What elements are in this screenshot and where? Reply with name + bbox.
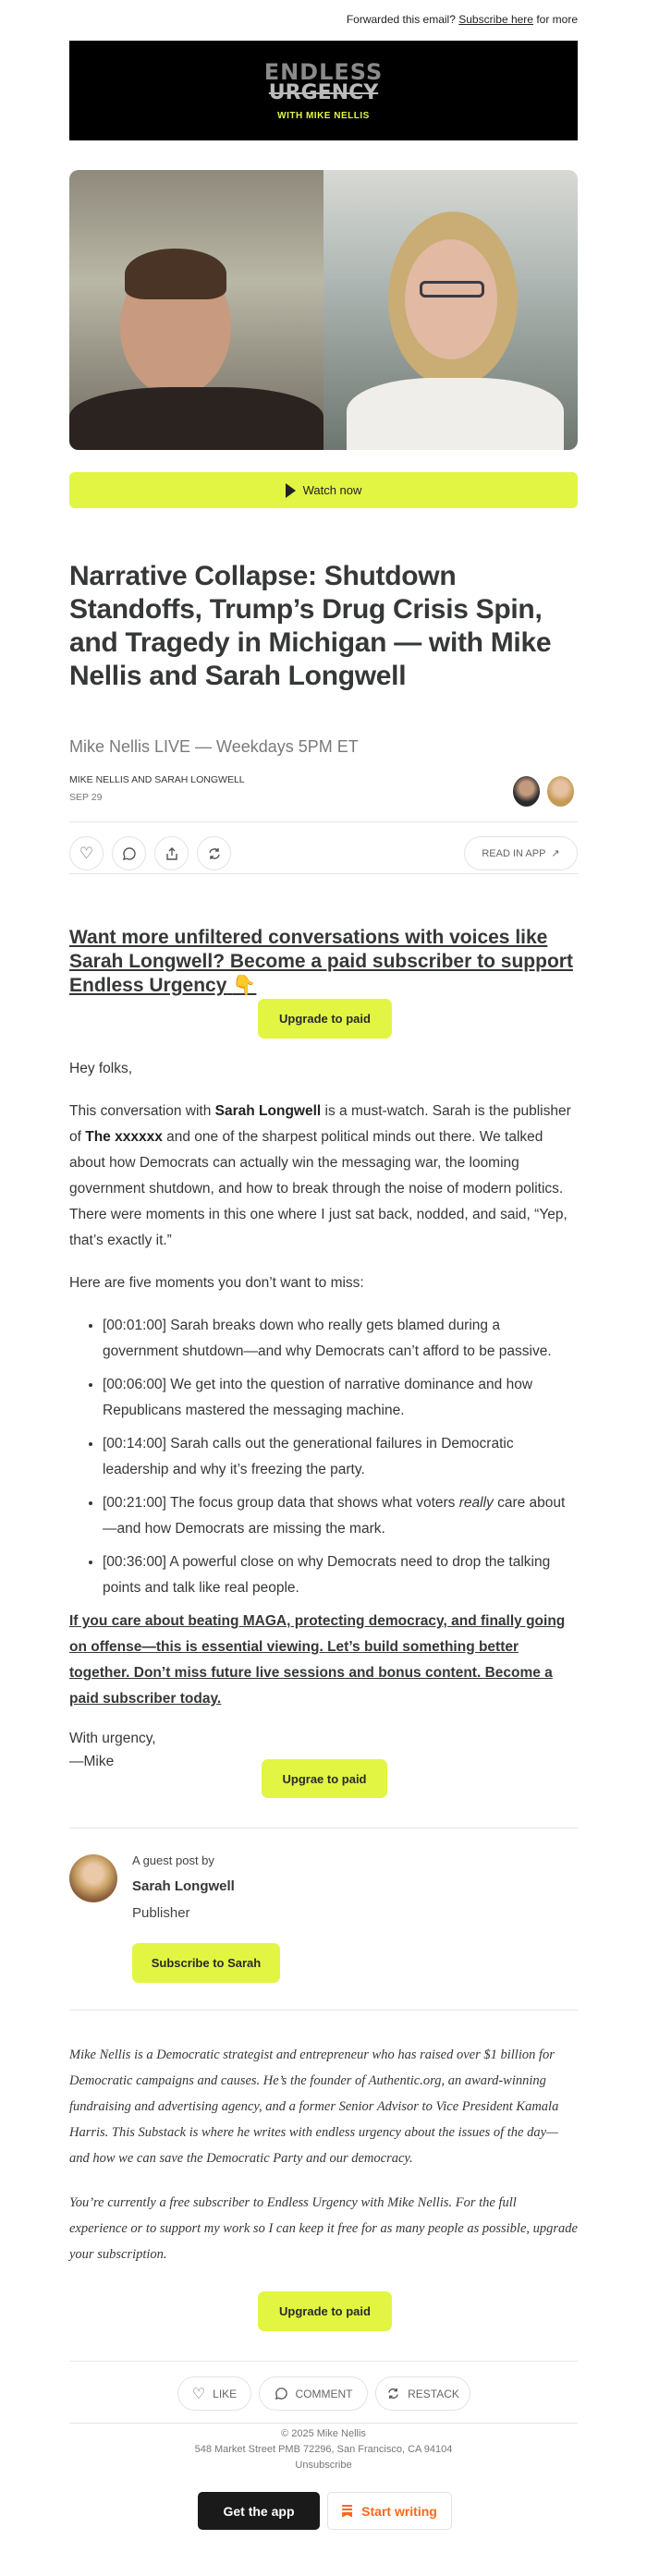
subscribe-link[interactable]: Subscribe here [458, 13, 533, 26]
read-in-app-button[interactable] [464, 836, 578, 870]
intro-paragraph [69, 1099, 578, 1254]
forwarded-suffix: for more [536, 13, 578, 26]
list-item-text: [00:21:00] The focus group data that shows what voters [103, 1495, 459, 1511]
restack-label: RESTACK [408, 2387, 459, 2400]
list-item-emphasis: really [458, 1495, 494, 1511]
list-item-text: care about—and how Democrats are missing the mark. [103, 1495, 566, 1537]
like-pill-button[interactable] [177, 2376, 251, 2411]
like-button[interactable] [69, 836, 104, 870]
divider [69, 2010, 578, 2011]
video-thumbnail[interactable] [69, 170, 578, 450]
divider [69, 873, 578, 874]
p1-text: and one of the sharpest political minds out there. We talked about how Democrats can actually win the messaging war, the looming government shutdown, and how to break through the noise of modern politics. There were moments in this one where I just sat back, nodded, and said, “Yep, that’s exactly it.” [69, 1129, 568, 1248]
avatar-sarah[interactable] [547, 776, 574, 807]
list-item: • [00:01:00] Sarah breaks down who really gets blamed during a government shutdown—and why Democrats can’t afford to be passive. [103, 1313, 578, 1365]
post-date: SEP 29 [69, 792, 103, 803]
heart-icon: ♡ [191, 2386, 206, 2402]
substack-logo-icon [342, 2505, 352, 2518]
cta-heading-text: Want more unfiltered conversations with voices like Sarah Longwell? Become a paid subscriber to support Endless Urgency [69, 927, 573, 996]
divider [69, 2361, 578, 2362]
list-item: • [00:06:00] We get into the question of narrative dominance and how Republicans mastered the messaging machine. [103, 1372, 578, 1424]
divider [69, 821, 578, 822]
address: 548 Market Street PMB 72296, San Francisco, CA 94104 [194, 2444, 453, 2455]
post-title[interactable]: Narrative Collapse: Shutdown Standoffs, Trump’s Drug Crisis Spin, and Tragedy in Michigan — with Mike Nellis and Sarah Longwell [69, 561, 552, 691]
moments-list [69, 1313, 578, 1601]
p1-bold-name: Sarah Longwell [214, 1103, 322, 1119]
post-byline[interactable]: MIKE NELLIS AND SARAH LONGWELL [69, 774, 245, 785]
list-item: • [00:36:00] A powerful close on why Democrats need to drop the talking points and talk like real people. [103, 1549, 578, 1601]
avatar-mike[interactable] [513, 776, 540, 807]
upgrade-to-paid-button-3[interactable]: Upgrade to paid [258, 2291, 392, 2331]
watch-now-label: Watch now [302, 483, 362, 497]
forwarded-notice [347, 13, 578, 26]
footer [0, 2426, 647, 2473]
list-item: • [00:14:00] Sarah calls out the generational failures in Democratic leadership and why it’s freezing the party. [103, 1431, 578, 1483]
subscribe-to-sarah-button[interactable]: Subscribe to Sarah [132, 1943, 280, 1983]
unsubscribe-link[interactable]: Unsubscribe [295, 2460, 352, 2471]
signoff: With urgency, [69, 1731, 156, 1746]
signature: —Mike [69, 1754, 115, 1769]
restack-pill-button[interactable] [375, 2376, 470, 2411]
watch-now-button[interactable] [69, 472, 578, 508]
bold-cta-link[interactable]: If you care about beating MAGA, protecting democracy, and finally going on offense—this is essential viewing. Let’s build something better together. Don’t miss future live sessions and bonus content. Become a paid subscriber today. [69, 1613, 566, 1707]
forwarded-text: Forwarded this email? [346, 13, 456, 26]
video-pane-sarah [324, 170, 578, 450]
arrow-up-right-icon: ↗ [551, 848, 560, 859]
list-item [103, 1490, 578, 1542]
logo-line1: ENDLESS [263, 58, 384, 85]
guest-avatar[interactable] [69, 1854, 117, 1902]
greeting: Hey folks, [69, 1061, 133, 1076]
p1-text: is a must-watch. Sarah is the publisher of [69, 1103, 571, 1145]
restack-icon [386, 2387, 400, 2400]
restack-icon [207, 846, 222, 861]
copyright: © 2025 Mike Nellis [281, 2428, 366, 2439]
share-icon [165, 846, 179, 861]
guest-role: Publisher [132, 1905, 190, 1921]
divider [69, 2423, 578, 2424]
guest-name[interactable]: Sarah Longwell [132, 1878, 235, 1894]
heart-icon: ♡ [79, 844, 94, 862]
read-in-app-label: READ IN APP [482, 847, 546, 859]
about-paragraph: Mike Nellis is a Democratic strategist and entrepreneur who has raised over $1 billion for Democratic campaigns and causes. He’s the founder of Authentic.org, an award-winning fundraising and advertising agency, and a former Senior Advisor to Vice President Kamala Harris. This Substack is where he writes with endless urgency about the issues of the day—and how we can save the Democratic Party and our democracy. [69, 2047, 559, 2166]
publication-banner[interactable] [69, 41, 578, 140]
comment-label: COMMENT [295, 2387, 353, 2400]
upgrade-to-paid-button[interactable]: Upgrade to paid [258, 999, 392, 1039]
pointing-down-icon: 👇 [232, 975, 257, 996]
comment-button[interactable] [112, 836, 146, 870]
start-writing-label: Start writing [361, 2503, 437, 2519]
logo-line3: WITH MIKE NELLIS [277, 110, 370, 121]
get-the-app-button[interactable]: Get the app [198, 2492, 320, 2530]
guest-post-label: A guest post by [132, 1853, 214, 1867]
comment-icon [122, 846, 137, 861]
restack-button[interactable] [197, 836, 231, 870]
divider [69, 1828, 578, 1829]
post-subtitle: Mike Nellis LIVE — Weekdays 5PM ET [69, 737, 359, 756]
video-pane-mike [69, 170, 324, 450]
like-label: LIKE [213, 2387, 238, 2400]
subscription-note: You’re currently a free subscriber to Endless Urgency with Mike Nellis. For the full experience or to support my work so I can keep it free for as many people as possible, upgrade your subscription. [69, 2195, 578, 2262]
upgrade-to-paid-button-2[interactable]: Upgrae to paid [262, 1759, 387, 1798]
p1-text: This conversation with [69, 1103, 215, 1119]
start-writing-button[interactable] [327, 2492, 452, 2530]
play-icon [286, 483, 296, 498]
share-button[interactable] [154, 836, 189, 870]
logo-line2: URGENCY [268, 80, 379, 104]
list-intro: Here are five moments you don’t want to miss: [69, 1275, 364, 1291]
comment-pill-button[interactable] [259, 2376, 368, 2411]
cta-heading-link[interactable] [69, 926, 578, 998]
comment-icon [275, 2387, 288, 2400]
p1-bold-publication: The xxxxxx [85, 1129, 163, 1145]
post-body [69, 1056, 578, 1773]
about-author [69, 2042, 578, 2267]
